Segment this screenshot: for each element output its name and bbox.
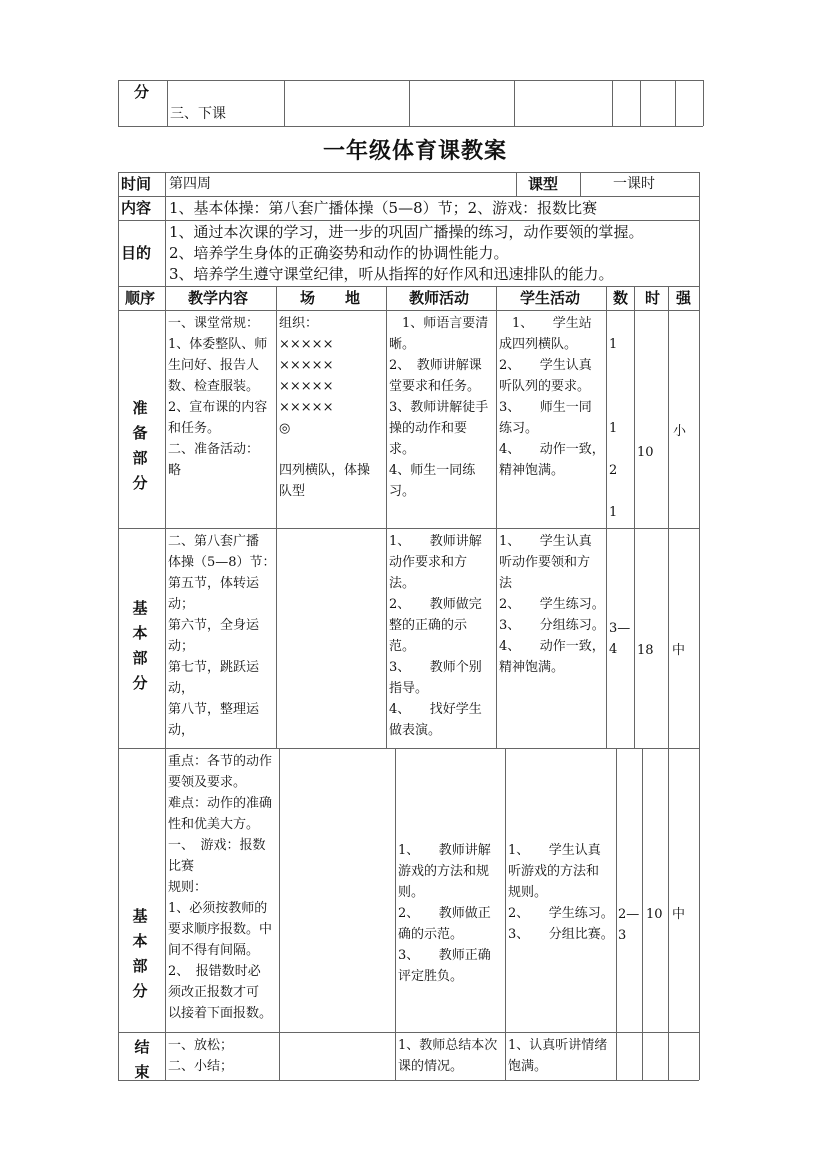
col-header-order: 顺序 [125,289,156,307]
page-title: 一年级体育课教案 [322,139,507,164]
basic1-student: 1、 学生认真 听动作要领和方 法 2、 学生练习。 3、 分组练习。 4、 动作一致， 精神饱满。 [499,534,605,675]
col-header-student: 学生活动 [520,289,581,307]
prep-content: 一、课堂常规： 1、体委整队、师 生问好、报告人 数、检查服装。 2、宣布课的内容 和任务。 二、准备活动： 略 [168,316,268,478]
prep-teacher: 1、师语言要清 晰。 2、 教师讲解课 堂要求和任务。 3、教师讲解徒手 操的动作和要 求。 4、师生一同练 习。 [389,316,489,499]
basic1-count: 3— 4 [609,621,631,657]
basic1-time: 18 [637,643,654,658]
time-label: 时间 [121,175,152,193]
basic1-intensity: 中 [672,643,686,658]
basic2-time: 10 [646,907,663,922]
section-label-basic-2: 基 本 部 分 [132,907,148,1000]
fragment-row-text: 三、下课 [170,106,226,122]
time-value: 第四周 [169,176,211,192]
goal-line-1: 1、通过本次课的学习，进一步的巩固广播操的练习，动作要领的掌握。 [169,223,644,241]
prep-count: 1 1 2 1 [609,337,618,520]
section-label-basic-1: 基 本 部 分 [132,599,148,692]
basic1-content: 二、第八套广播 体操（5—8）节： 第五节，体转运 动； 第六节，全身运 动； 第七节，跳跃运 动， 第八节，整理运 动， [168,534,276,738]
fragment-section-label: 分 [134,83,150,101]
prep-intensity: 小 [673,424,687,439]
goal-label: 目的 [121,244,152,262]
section-label-prep: 准 备 部 分 [132,399,148,492]
basic2-content: 重点：各节的动作 要领及要求。 难点：动作的准确 性和优美大方。 一、 游戏：报数 比赛 规则： 1、必须按教师的 要求顺序报数。中 间不得有间隔。 2、 报错数时必 须改正报数才可 以接着下面报数。 [168,754,273,1021]
content-label: 内容 [121,199,152,217]
col-header-intensity: 强 [676,289,692,307]
col-header-count: 数 [613,289,629,307]
basic1-teacher: 1、 教师讲解 动作要求和方 法。 2、 教师做完 整的正确的示 范。 3、 教师个别 指导。 4、 找好学生 做表演。 [389,534,482,738]
end-student: 1、认真听讲情绪 饱满。 [508,1038,608,1074]
basic2-teacher: 1、 教师讲解 游戏的方法和规 则。 2、 教师做正 确的示范。 3、 教师正确 评定胜负。 [398,843,491,984]
type-value: 一课时 [613,176,655,192]
col-header-time: 时 [645,289,661,307]
prep-venue: 组织： ××××× ××××× ××××× ××××× ◎ 四列横队，体操 队型 [279,316,371,499]
basic2-count: 2— 3 [618,907,640,943]
section-label-end: 结 束 [134,1038,150,1081]
basic2-intensity: 中 [672,907,686,922]
goal-line-2: 2、培养学生身体的正确姿势和动作的协调性能力。 [169,244,509,262]
basic2-student: 1、 学生认真 听游戏的方法和 规则。 2、 学生练习。 3、 分组比赛。 [508,843,614,942]
content-value: 1、基本体操：第八套广播体操（5—8）节；2、游戏：报数比赛 [169,199,598,217]
col-header-content: 教学内容 [188,289,249,307]
end-content: 一、放松； 二、小结； [168,1038,234,1074]
col-header-teacher: 教师活动 [409,289,470,307]
col-header-venue: 场 地 [300,289,361,307]
goal-line-3: 3、培养学生遵守课堂纪律，听从指挥的好作风和迅速排队的能力。 [169,265,614,283]
end-teacher: 1、教师总结本次 课的情况。 [398,1038,498,1074]
prep-student: 1、 学生站 成四列横队。 2、 学生认真 听队列的要求。 3、 师生一同 练习。 4、 动作一致， 精神饱满。 [499,316,605,478]
prep-time: 10 [637,445,654,460]
type-label: 课型 [528,175,559,193]
